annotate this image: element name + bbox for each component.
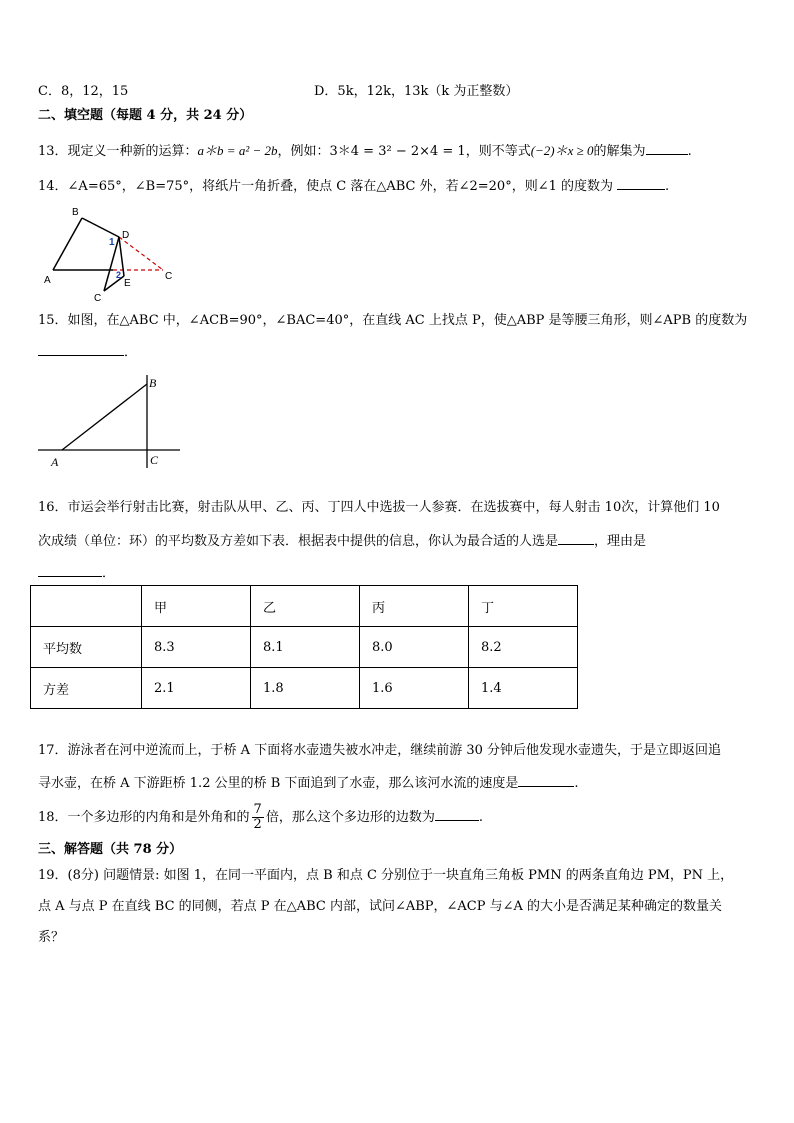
q13-formula: a＊b = a² − 2b <box>197 143 278 158</box>
label-c-original: C <box>165 271 173 282</box>
table-cell: 8.2 <box>469 627 578 668</box>
q16-line2b-text: ，理由是 <box>594 534 647 549</box>
q18-post: 倍，那么这个多边形的边数为 <box>265 810 435 825</box>
q17-line2-text: 寻水壶，在桥 A 下游距桥 1.2 公里的桥 B 下面追到了水壶，那么该河水流的速度是 <box>38 776 519 791</box>
question-19-line-3: 系？ <box>38 930 65 945</box>
table-header: 乙 <box>251 586 360 627</box>
question-16-line-1: 16．市运会举行射击比赛，射击队从甲、乙、丙、丁四人中选拔一人参赛．在选拔赛中，每人射击 10次，计算他们 10 <box>38 500 720 515</box>
table-cell: 平均数 <box>31 627 142 668</box>
question-19-line-1: 19．(8分) 问题情景: 如图 1，在同一平面内，点 B 和点 C 分别位于一块直角三角板 PMN 的两条直角边 PM，PN 上， <box>38 868 734 883</box>
question-15: 15．如图，在△ABC 中，∠ACB=90°，∠BAC=40°，在直线 AC 上找点 P，使△ABP 是等腰三角形，则∠APB 的度数为 <box>38 313 748 328</box>
fraction <box>252 803 264 832</box>
label-b: B <box>72 207 79 218</box>
table-header: 丁 <box>469 586 578 627</box>
question-19-line-2: 点 A 与点 P 在直线 BC 的同侧，若点 P 在△ABC 内部，试问∠ABP，∠ACP 与∠A 的大小是否满足某种确定的数量关 <box>38 899 723 914</box>
fraction-denominator: 2 <box>253 817 262 832</box>
table-cell: 8.3 <box>142 627 251 668</box>
label-angle-2: 2 <box>116 270 122 280</box>
q14-text: 14．∠A=65°，∠B=75°，将纸片一角折叠，使点 C 落在△ABC 外，若∠2=20°，则∠1 的度数为 <box>38 179 614 194</box>
answer-blank <box>558 530 594 545</box>
q13-inequality: (−2)＊x ≥ 0 <box>530 143 594 158</box>
table-header: 丙 <box>360 586 469 627</box>
label-c: C <box>150 453 159 467</box>
table-cell: 1.8 <box>251 668 360 709</box>
label-e: E <box>124 278 131 289</box>
table-cell: 1.6 <box>360 668 469 709</box>
q13-pre: 13．现定义一种新的运算： <box>38 144 198 159</box>
q13-mid: ，例如：3＊4 = 3² − 2×4 = 1，则不等式 <box>277 144 531 159</box>
label-angle-1: 1 <box>109 237 115 248</box>
answer-blank <box>617 175 665 190</box>
question-18: 18．一个多边形的内角和是外角和的 $\frac{7}{2}$ 倍，那么这个多边形的边数为 . <box>38 802 483 832</box>
q15-figure <box>36 370 186 470</box>
q16-answer-line: ． <box>38 562 115 584</box>
table-cell: 2.1 <box>142 668 251 709</box>
label-d: D <box>122 230 130 241</box>
question-14: 14．∠A=65°，∠B=75°，将纸片一角折叠，使点 C 落在△ABC 外，若∠2=20°，则∠1 的度数为 . <box>38 175 669 197</box>
section-fill-in-title: 二、填空题（每题 4 分，共 24 分） <box>38 108 253 123</box>
question-17-line-2: 寻水壶，在桥 A 下游距桥 1.2 公里的桥 B 下面追到了水壶，那么该河水流的速度是 . <box>38 772 579 794</box>
table-row <box>31 668 578 709</box>
question-13: 13．现定义一种新的运算：a＊b = a² − 2b，例如：3＊4 = 3² − 2×4 = 1，则不等式(−2)＊x ≥ 0的解集为 . <box>38 140 692 162</box>
q18-pre: 18．一个多边形的内角和是外角和的 <box>38 810 250 825</box>
table-cell: 8.1 <box>251 627 360 668</box>
answer-blank <box>518 772 574 787</box>
table-cell <box>31 586 142 627</box>
section-answer-title: 三、解答题（共 78 分） <box>38 842 183 857</box>
option-c: C．8，12，15 <box>38 84 129 99</box>
table-row <box>31 627 578 668</box>
score-table <box>30 585 578 709</box>
table-cell: 方差 <box>31 668 142 709</box>
table-header-row <box>31 586 578 627</box>
q13-post: 的解集为 <box>593 144 646 159</box>
q14-figure <box>38 200 188 305</box>
label-c-folded: C <box>94 293 102 304</box>
answer-blank <box>38 562 102 577</box>
label-a: A <box>44 275 51 286</box>
table-cell: 1.4 <box>469 668 578 709</box>
label-b: B <box>149 376 157 390</box>
question-17-line-1: 17．游泳者在河中逆流而上，于桥 A 下面将水壶遗失被水冲走，继续前游 30 分钟后他发现水壶遗失，于是立即返回追 <box>38 743 722 758</box>
answer-blank <box>38 341 124 356</box>
q16-line2-text: 次成绩（单位：环）的平均数及方差如下表．根据表中提供的信息，你认为最合适的人选是 <box>38 534 559 549</box>
label-a: A <box>51 455 59 469</box>
table-cell: 8.0 <box>360 627 469 668</box>
q15-answer-line: ． <box>38 341 137 363</box>
question-16-line-2 <box>38 530 646 552</box>
option-d: D．5k，12k，13k（k 为正整数） <box>314 84 519 99</box>
answer-blank <box>435 806 479 821</box>
fraction-numerator: 7 <box>253 802 262 817</box>
table-header: 甲 <box>142 586 251 627</box>
answer-blank <box>646 140 688 155</box>
